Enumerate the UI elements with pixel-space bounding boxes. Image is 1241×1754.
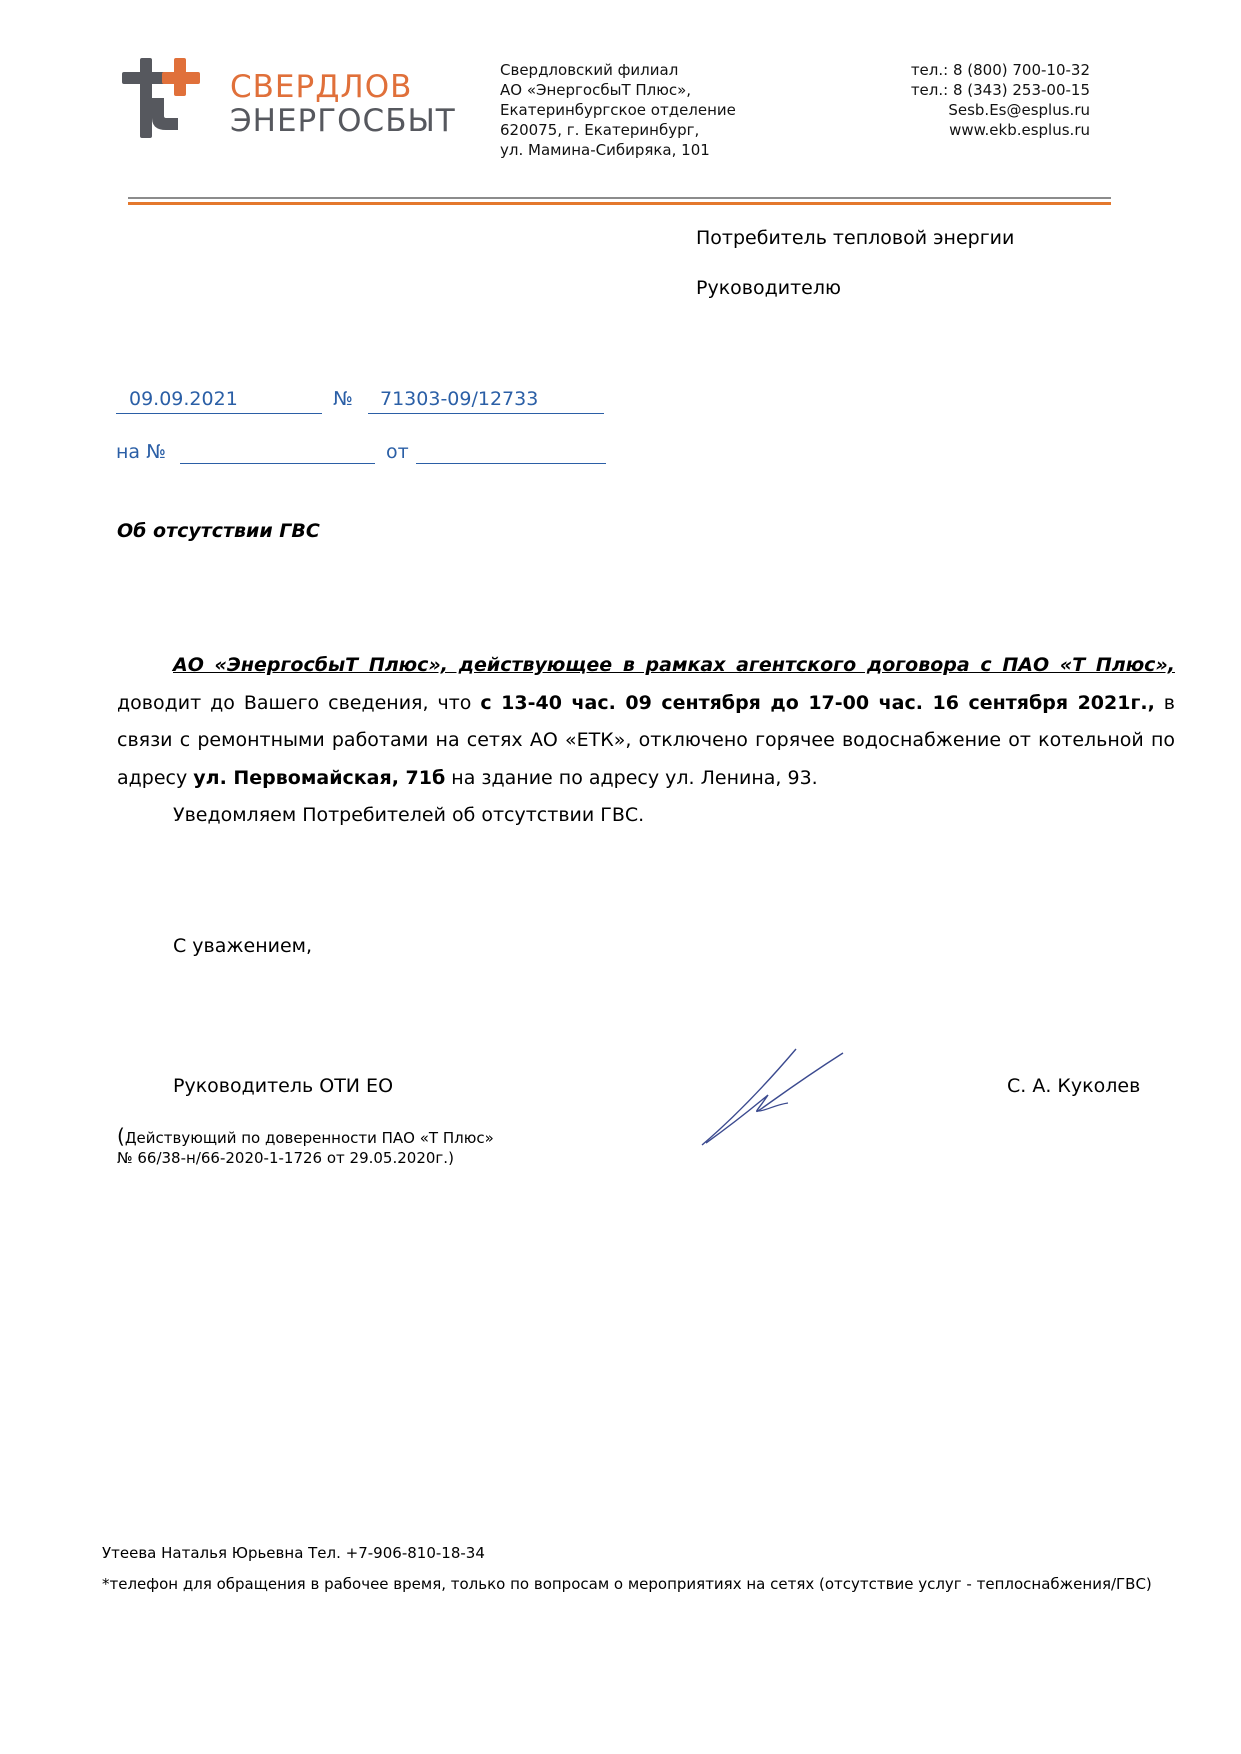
org-line: ул. Мамина-Сибиряка, 101 (500, 141, 710, 159)
letter-number: 71303-09/12733 (380, 388, 539, 410)
header-rule-orange (128, 202, 1111, 205)
letter-body (117, 647, 1175, 835)
org-line: Свердловский филиал (500, 61, 679, 79)
org-line: 620075, г. Екатеринбург, (500, 121, 700, 139)
body-paragraph-1 (117, 647, 1175, 797)
number-label: № (333, 388, 353, 410)
reply-date-label: от (386, 441, 409, 463)
date-underline (116, 413, 322, 414)
logo-line-2: ЭНЕРГОСБЫТ (230, 103, 456, 139)
organization-address (500, 60, 736, 160)
phone-1: тел.: 8 (800) 700-10-32 (910, 61, 1090, 79)
body-text-1: доводит до Вашего сведения, что (117, 691, 481, 714)
reply-date-underline (416, 463, 606, 464)
proxy-open-paren: ( (117, 1124, 125, 1148)
letter-date: 09.09.2021 (129, 388, 238, 410)
company-logo-text (230, 70, 456, 138)
body-text-3: на здание по адресу ул. Ленина, 93. (445, 766, 818, 789)
org-line: АО «ЭнергосбыТ Плюс», (500, 81, 692, 99)
proxy-line-1 (117, 1126, 494, 1148)
executor-contact: Утеева Наталья Юрьевна Тел. +7-906-810-18-34 (102, 1544, 485, 1562)
signer-position: Руководитель ОТИ ЕО (173, 1075, 394, 1097)
proxy-line-2: № 66/38-н/66-2020-1-1726 от 29.05.2020г.) (117, 1149, 454, 1167)
body-lead: АО «ЭнергосбыТ Плюс», действующее в рамках агентского договора с ПАО «Т Плюс», (173, 654, 1175, 676)
organization-contacts (911, 60, 1090, 140)
footer-note: *телефон для обращения в рабочее время, только по вопросам о мероприятиях на сетях (отсутствие услуг - теплоснабжения/ГВС) (102, 1575, 1152, 1593)
body-text-2: в связи с ремонтными работами на сетях АО «ЕТК», отключено горячее водоснабжение от котельной по адресу (117, 691, 1175, 789)
logo-line-1: СВЕРДЛОВ (230, 69, 413, 105)
email: Sesb.Es@esplus.ru (948, 101, 1090, 119)
addressee-line-2: Руководителю (696, 277, 842, 299)
body-period: с 13-40 час. 09 сентября до 17-00 час. 16 сентября 2021г., (480, 691, 1155, 714)
header-rule-grey (128, 197, 1111, 199)
closing-regards: С уважением, (173, 935, 313, 957)
body-address: ул. Первомайская, 71б (193, 766, 446, 789)
company-logo-mark (122, 58, 202, 138)
org-line: Екатеринбургское отделение (500, 101, 736, 119)
phone-2: тел.: 8 (343) 253-00-15 (910, 81, 1090, 99)
reply-number-underline (180, 463, 375, 464)
addressee (696, 213, 1014, 313)
body-paragraph-2: Уведомляем Потребителей об отсутствии ГВС. (173, 804, 645, 826)
number-underline (368, 413, 604, 414)
website: www.ekb.esplus.ru (949, 121, 1090, 139)
handwritten-signature (700, 1043, 850, 1148)
letter-subject: Об отсутствии ГВС (117, 520, 320, 542)
proxy-text-1: Действующий по доверенности ПАО «Т Плюс» (124, 1129, 494, 1147)
addressee-line-1: Потребитель тепловой энергии (696, 227, 1015, 249)
proxy-note (117, 1126, 494, 1168)
signer-name: С. А. Куколев (1007, 1075, 1141, 1097)
reply-number-label: на № (116, 441, 166, 463)
